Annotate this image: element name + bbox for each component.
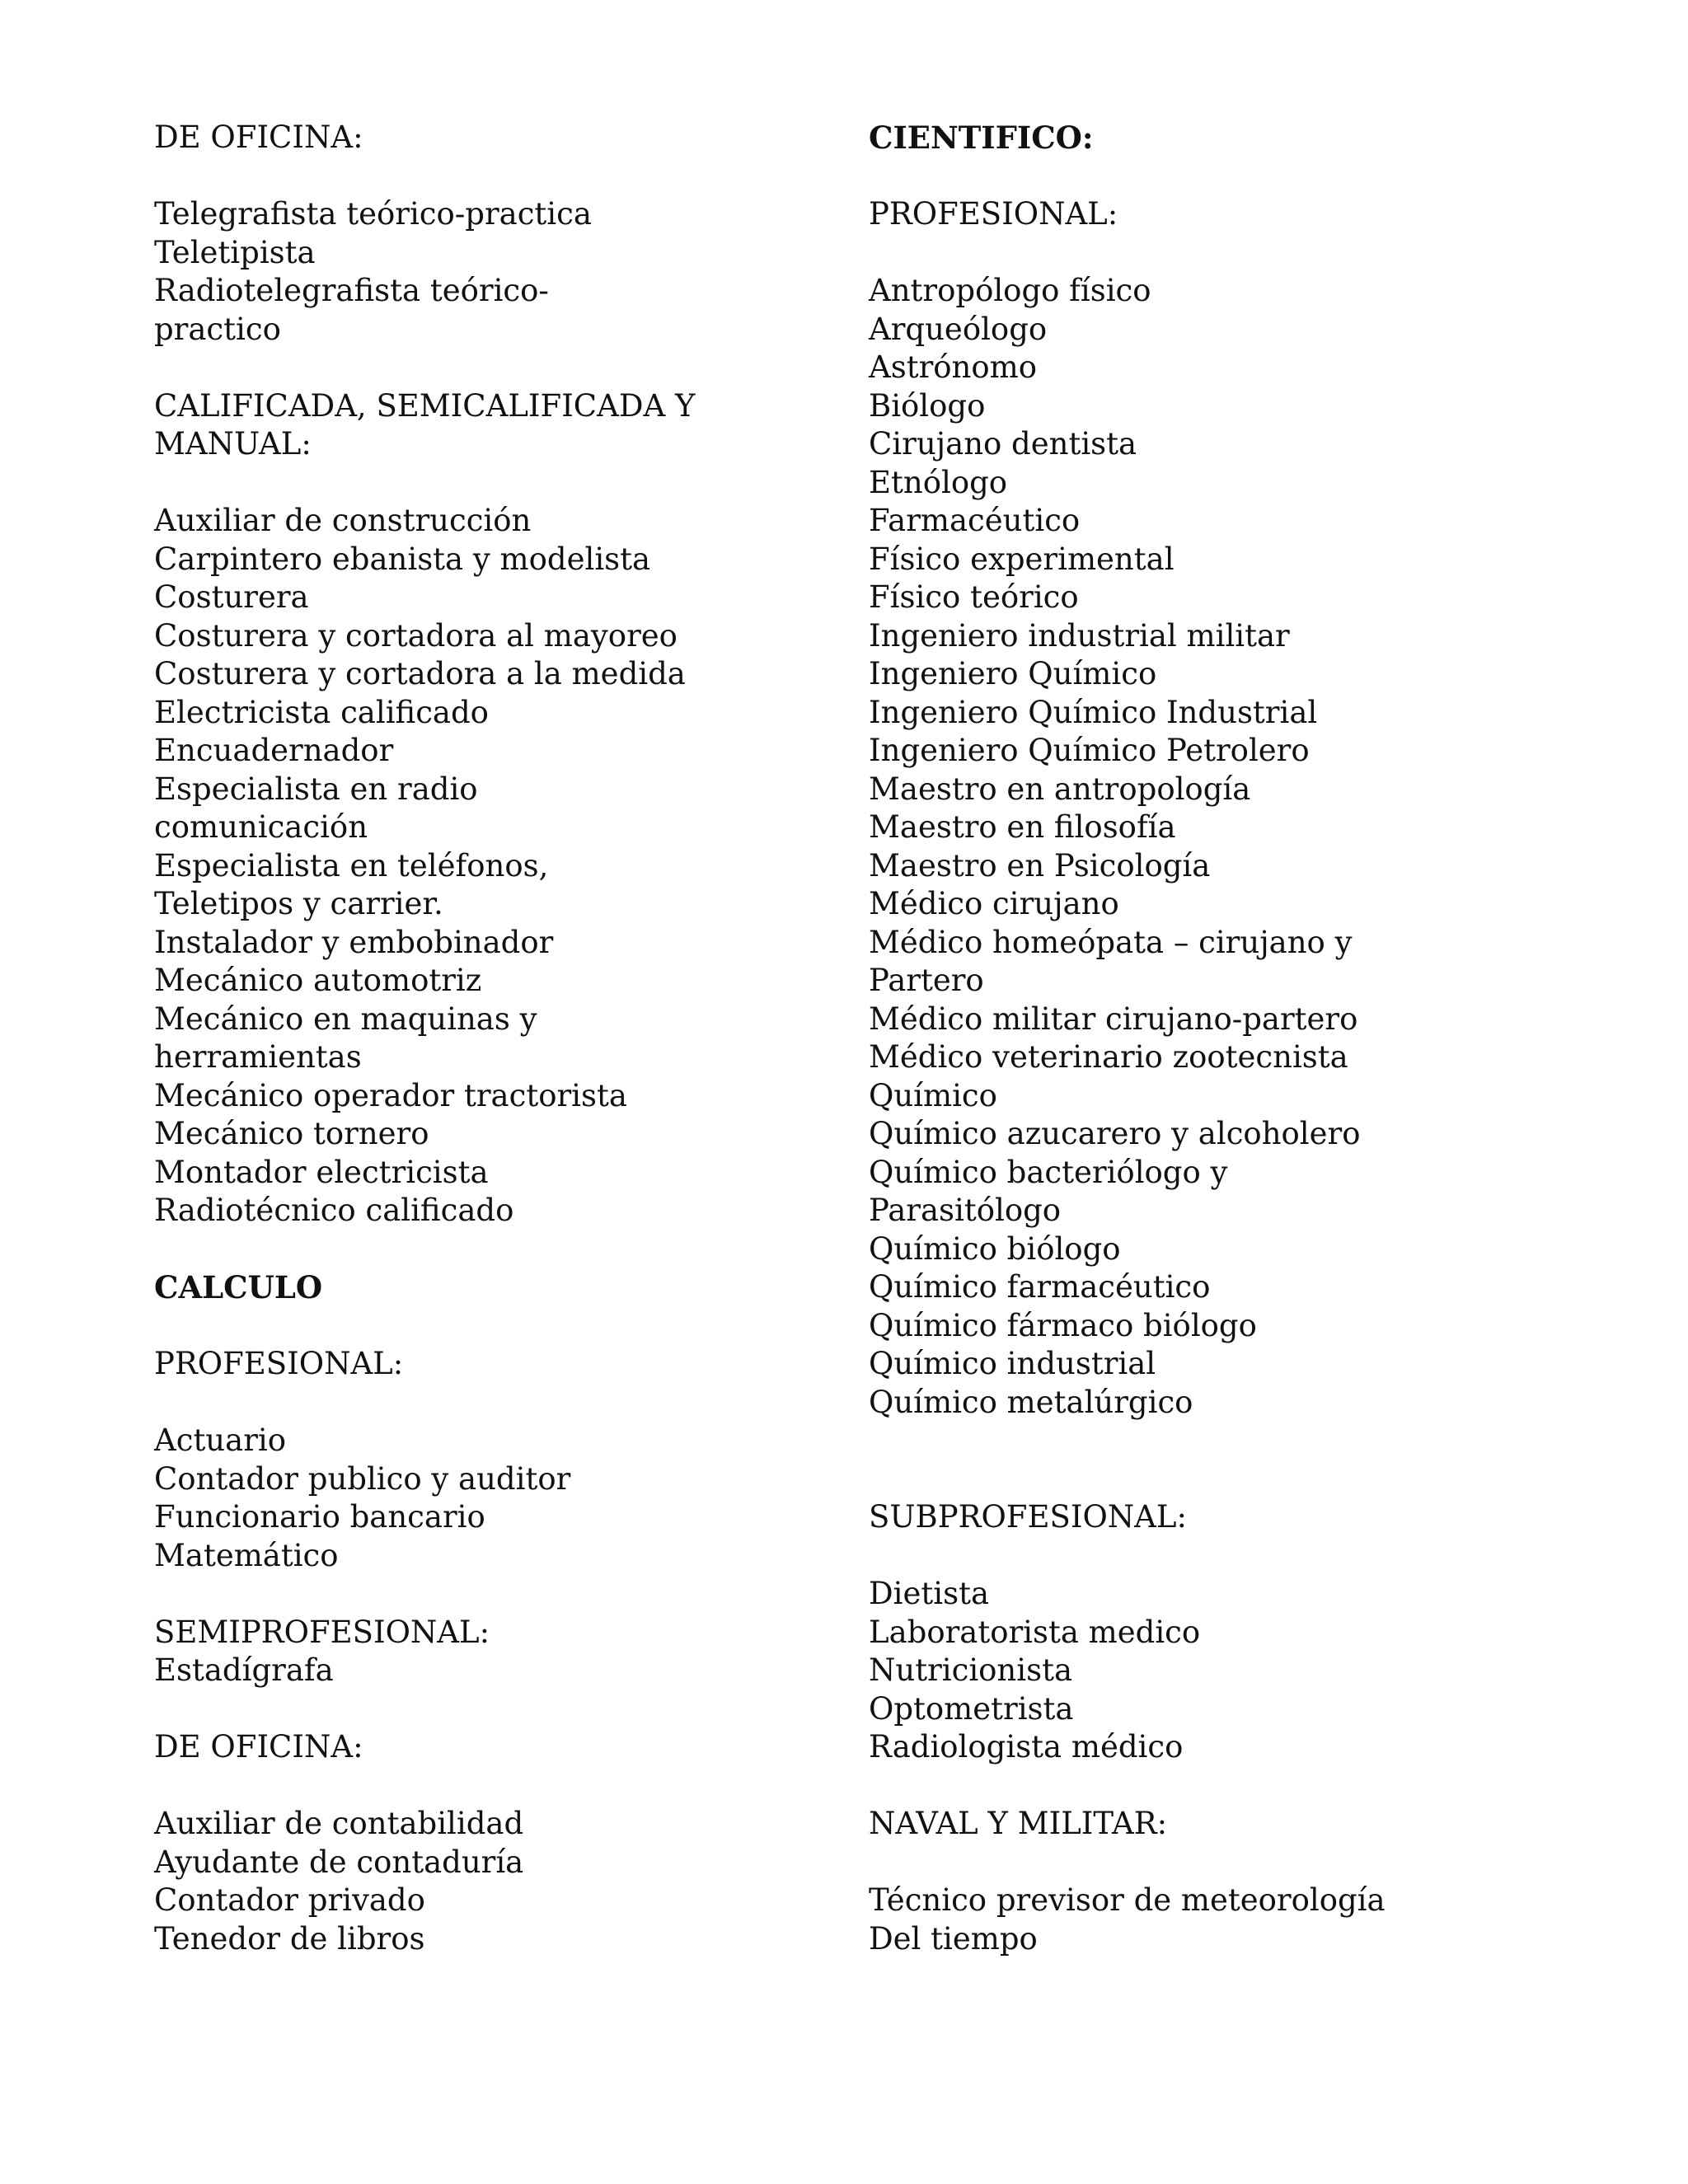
blank-line	[154, 1384, 838, 1422]
text-line: Ingeniero Químico Industrial	[869, 694, 1318, 730]
text-line: Arqueólogo	[869, 311, 1048, 347]
text-line: Costurera y cortadora a la medida	[154, 656, 686, 691]
text-line: Carpintero ebanista y modelista	[154, 541, 651, 577]
text-line: Físico experimental	[869, 541, 1175, 577]
text-line: Optometrista	[869, 1690, 1074, 1727]
text-line: Mecánico operador tractorista	[154, 1077, 627, 1113]
text-line: PROFESIONAL:	[869, 196, 1118, 232]
text-line: Funcionario bancario	[154, 1499, 485, 1535]
text-line: Mecánico tornero	[154, 1116, 429, 1151]
text-line: Parasitólogo	[869, 1193, 1062, 1228]
text-line: Especialista en teléfonos,	[154, 847, 549, 883]
text-line: Químico metalúrgico	[869, 1384, 1193, 1420]
text-line: herramientas	[154, 1039, 362, 1075]
text-line: Ingeniero Químico Petrolero	[869, 733, 1310, 768]
blank-line	[869, 1767, 1660, 1806]
text-line: Radiotelegrafista teórico-	[154, 273, 549, 308]
text-line: Actuario	[154, 1422, 286, 1458]
text-line: Químico fármaco biólogo	[869, 1307, 1257, 1343]
text-line: Instalador y embobinador	[154, 924, 554, 960]
text-line: Médico homeópata – cirujano y	[869, 924, 1353, 960]
text-line: Mecánico automotriz	[154, 963, 482, 998]
text-line: Ingeniero industrial militar	[869, 617, 1290, 654]
text-line: NAVAL Y MILITAR:	[869, 1806, 1168, 1841]
text-line: MANUAL:	[154, 426, 312, 462]
text-line: Astrónomo	[869, 349, 1038, 385]
text-line: Maestro en filosofía	[869, 809, 1176, 845]
blank-line	[869, 1460, 1660, 1499]
blank-line	[869, 1844, 1660, 1882]
text-line: Especialista en radio	[154, 771, 478, 807]
text-line: Etnólogo	[869, 464, 1008, 500]
text-line: Químico farmacéutico	[869, 1269, 1211, 1305]
section-heading: CIENTIFICO:	[869, 120, 1094, 156]
right-column	[869, 119, 1660, 1958]
text-line: Contador publico y auditor	[154, 1460, 571, 1497]
blank-line	[154, 1575, 838, 1614]
text-line: comunicación	[154, 809, 368, 845]
text-line: Teletipos y carrier.	[154, 886, 443, 921]
text-line: Ingeniero Químico	[869, 656, 1157, 691]
blank-line	[154, 1230, 838, 1269]
blank-line	[154, 464, 838, 503]
text-line: PROFESIONAL:	[154, 1346, 404, 1381]
blank-line	[869, 157, 1660, 196]
text-line: Biólogo	[869, 387, 986, 424]
blank-line	[154, 1767, 838, 1806]
text-line: Técnico previsor de meteorología	[869, 1882, 1386, 1918]
blank-line	[869, 1422, 1660, 1460]
section-heading: CALCULO	[154, 1269, 323, 1305]
text-line: Químico biólogo	[869, 1230, 1121, 1267]
text-line: Montador electricista	[154, 1154, 489, 1190]
text-line: Nutricionista	[869, 1652, 1073, 1688]
text-line: Matemático	[154, 1537, 339, 1573]
text-line: Contador privado	[154, 1882, 425, 1918]
text-line: Teletipista	[154, 234, 316, 270]
blank-line	[869, 1537, 1660, 1576]
text-line: practico	[154, 311, 281, 347]
text-line: Maestro en Psicología	[869, 847, 1211, 883]
text-line: Químico industrial	[869, 1346, 1156, 1381]
text-line: CALIFICADA, SEMICALIFICADA Y	[154, 387, 696, 424]
text-line: Médico veterinario zootecnista	[869, 1039, 1348, 1075]
text-line: Auxiliar de contabilidad	[154, 1806, 524, 1841]
text-line: Antropólogo físico	[869, 273, 1151, 308]
text-line: Encuadernador	[154, 733, 394, 768]
text-line: Costurera y cortadora al mayoreo	[154, 617, 678, 654]
blank-line	[869, 234, 1660, 273]
text-line: Mecánico en maquinas y	[154, 1001, 537, 1037]
text-line: Laboratorista medico	[869, 1614, 1201, 1650]
blank-line	[154, 1690, 838, 1729]
text-line: Químico bacteriólogo y	[869, 1154, 1228, 1190]
blank-line	[154, 349, 838, 387]
left-column	[154, 119, 838, 1958]
text-line: DE OFICINA:	[154, 1729, 363, 1765]
text-line: DE OFICINA:	[154, 120, 363, 155]
text-line: SEMIPROFESIONAL:	[154, 1614, 490, 1650]
text-line: Telegrafista teórico-practica	[154, 196, 592, 232]
text-line: Auxiliar de construcción	[154, 503, 532, 538]
text-line: Del tiempo	[869, 1920, 1038, 1957]
text-line: Físico teórico	[869, 579, 1079, 615]
text-line: Ayudante de contaduría	[154, 1844, 524, 1880]
text-line: Partero	[869, 963, 984, 998]
text-line: Radiotécnico calificado	[154, 1193, 514, 1228]
text-line: Químico	[869, 1077, 997, 1113]
text-line: Electricista calificado	[154, 694, 489, 730]
text-line: Costurera	[154, 579, 309, 615]
text-line: Estadígrafa	[154, 1652, 334, 1688]
text-line: Médico militar cirujano-partero	[869, 1001, 1358, 1037]
text-line: Dietista	[869, 1576, 990, 1611]
text-line: Farmacéutico	[869, 503, 1081, 538]
text-line: Químico azucarero y alcoholero	[869, 1116, 1361, 1151]
text-line: SUBPROFESIONAL:	[869, 1499, 1187, 1535]
text-line: Médico cirujano	[869, 886, 1119, 921]
blank-line	[154, 1307, 838, 1346]
text-line: Tenedor de libros	[154, 1920, 425, 1957]
text-line: Radiologista médico	[869, 1729, 1184, 1765]
text-line: Maestro en antropología	[869, 771, 1251, 807]
blank-line	[154, 157, 838, 196]
text-line: Cirujano dentista	[869, 426, 1137, 462]
